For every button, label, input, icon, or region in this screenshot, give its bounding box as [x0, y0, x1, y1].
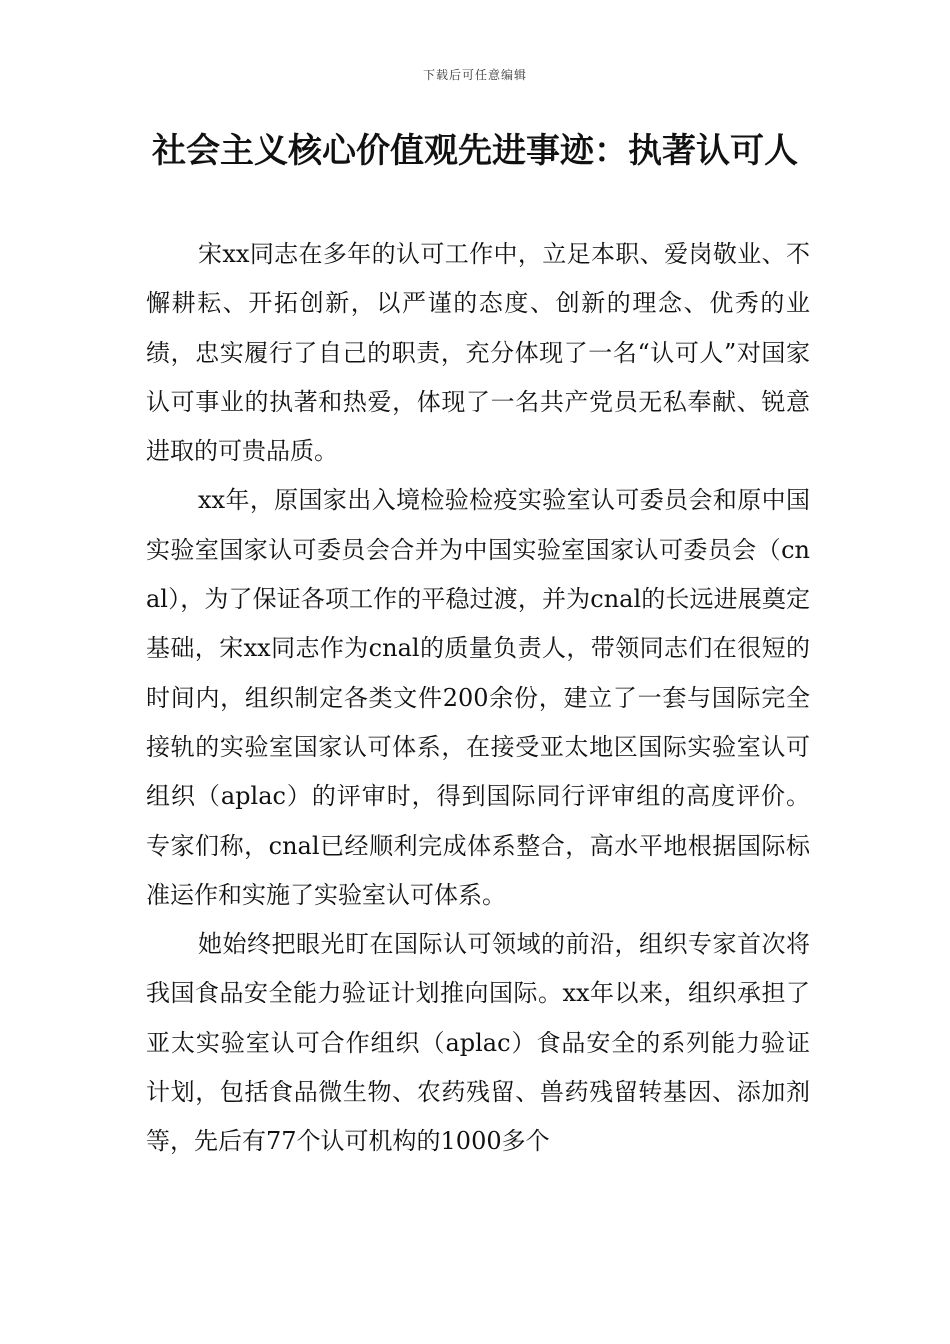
paragraph-3: 她始终把眼光盯在国际认可领域的前沿，组织专家首次将我国食品安全能力验证计划推向国际。xx年以来，组织承担了亚太实验室认可合作组织（aplac）食品安全的系列能力验证计划，包括食品微生物、农药残留、兽药残留转基因、添加剂等，先后有77个认可机构的1000多个 — [146, 930, 810, 1156]
document-title: 社会主义核心价值观先进事迹：执著认可人 — [152, 131, 798, 171]
header-note: 下载后可任意编辑 — [422, 68, 527, 82]
document-body — [146, 230, 810, 1167]
paragraph-1: 宋xx同志在多年的认可工作中，立足本职、爱岗敬业、不懈耕耘、开拓创新，以严谨的态度、创新的理念、优秀的业绩，忠实履行了自己的职责，充分体现了一名“认可人”对国家认可事业的执著和热爱，体现了一名共产党员无私奉献、锐意进取的可贵品质。 — [146, 240, 810, 466]
paragraph-2: xx年，原国家出入境检验检疫实验室认可委员会和原中国实验室国家认可委员会合并为中国实验室国家认可委员会（cnal），为了保证各项工作的平稳过渡，并为cnal的长远进展奠定基础，宋xx同志作为cnal的质量负责人，带领同志们在很短的时间内，组织制定各类文件200余份，建立了一套与国际完全接轨的实验室国家认可体系，在接受亚太地区国际实验室认可组织（aplac）的评审时，得到国际同行评审组的高度评价。专家们称，cnal已经顺利完成体系整合，高水平地根据国际标准运作和实施了实验室认可体系。 — [146, 486, 810, 909]
